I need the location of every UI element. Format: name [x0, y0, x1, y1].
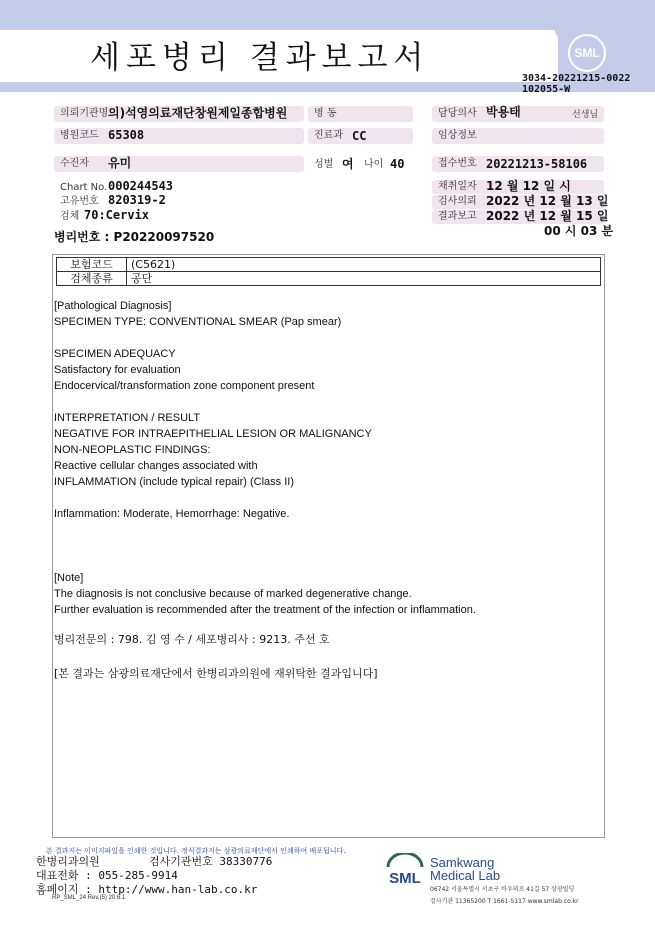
- sex-value: 여: [342, 157, 354, 171]
- doctor-value: 박용태: [486, 105, 521, 119]
- report-line: [54, 538, 602, 554]
- institution-value: 의)석영의료재단창원제일종합병원: [108, 106, 288, 120]
- report-line: Inflammation: Moderate, Hemorrhage: Negative.: [54, 508, 290, 520]
- report-line: SPECIMEN ADEQUACY: [54, 348, 176, 360]
- report-line: NON-NEOPLASTIC FINDINGS:: [54, 444, 211, 456]
- signature-line: 병리전문의 : 798. 김 영 수 / 세포병리사 : 9213. 주선 호: [54, 633, 330, 646]
- hospital-code-label: 병원코드: [54, 128, 304, 144]
- receipt-no-value: 20221213-58106: [486, 157, 588, 171]
- dept-label: 진료과: [308, 128, 413, 144]
- report-title: 세포병리 결과보고서: [90, 40, 430, 76]
- result-date-label: 결과보고: [432, 210, 604, 224]
- report-line: SPECIMEN TYPE: CONVENTIONAL SMEAR (Pap smear): [54, 316, 342, 328]
- pathology-number: 병리번호 : P20220097520: [54, 230, 215, 244]
- sml-logo: SML: [568, 34, 606, 72]
- lab-number: 검사기관번호 38330776: [149, 855, 273, 868]
- chart-no-value: 000244543: [108, 179, 174, 193]
- table-row: [57, 258, 601, 272]
- patient-value: 유미: [108, 156, 132, 170]
- disclaimer-line: [본 결과는 삼광의료재단에서 한병리과의원에 재위탁한 결과입니다]: [54, 667, 378, 680]
- specimen-type-label: 검체종류: [57, 272, 127, 286]
- chart-no-label: Chart No.: [60, 182, 108, 193]
- brand-name: Samkwang Medical Lab: [430, 855, 501, 883]
- age-label: 나이: [364, 159, 384, 170]
- specimen-label: 검체: [60, 211, 80, 222]
- sex-label: 성별: [314, 159, 334, 170]
- report-line: Satisfactory for evaluation: [54, 364, 181, 376]
- report-line: Endocervical/transformation zone component present: [54, 380, 315, 392]
- table-row: [57, 272, 601, 286]
- doctor-label: 담당의사: [432, 106, 604, 122]
- specimen-value: 70:Cervix: [84, 208, 150, 222]
- clinical-info-label: 임상정보: [432, 128, 604, 144]
- unique-id-label: 고유번호: [60, 196, 99, 207]
- homepage-link[interactable]: 홈페이지 : http://www.han-lab.co.kr: [36, 883, 258, 896]
- age-value: 40: [390, 157, 405, 171]
- report-line: [54, 522, 602, 538]
- report-line: Reactive cellular changes associated with: [54, 460, 258, 472]
- footer-contact: [36, 855, 272, 897]
- insurance-code-label: 보험코드: [57, 258, 127, 272]
- footer-address: 06742 서울특별시 서초구 바우뫼로 41길 57 삼광빌딩 검사기관 11365200 T 1661-5117 www.smlab.co.kr: [430, 886, 579, 905]
- report-line: Further evaluation is recommended after the treatment of the infection or inflammation.: [54, 604, 476, 616]
- insurance-code-value: (C5621): [127, 258, 601, 272]
- document-number: 3034-20221215-0022 102055-W: [522, 73, 631, 95]
- report-line: The diagnosis is not conclusive because of marked degenerative change.: [54, 588, 412, 600]
- patient-label: 수진자: [54, 156, 304, 172]
- result-time-value: 00 시 03 분: [544, 224, 614, 238]
- report-line: [Pathological Diagnosis]: [54, 300, 172, 312]
- result-date-value: 2022 년 12 월 15 일: [486, 209, 609, 223]
- report-line: INTERPRETATION / RESULT: [54, 412, 201, 424]
- code-table: [56, 257, 601, 286]
- footer-notice: 본 결과지는 이미지파일을 인쇄한 것입니다. 정식결과지는 삼광의료재단에서 인쇄하여 배포됩니다.: [46, 847, 346, 855]
- institution-label: 의뢰기관명: [54, 106, 304, 122]
- report-line: [Note]: [54, 572, 84, 584]
- clinic-name: 한병리과의원: [36, 855, 100, 868]
- report-line: INFLAMMATION (include typical repair) (Class II): [54, 476, 295, 488]
- request-date-label: 검사의뢰: [432, 195, 604, 209]
- report-line: NEGATIVE FOR INTRAEPITHELIAL LESION OR MALIGNANCY: [54, 428, 372, 440]
- phone-number: 대표전화 : 055-285-9914: [36, 869, 178, 882]
- report-line: [54, 554, 602, 570]
- receipt-no-label: 접수번호: [432, 156, 604, 172]
- sml-footer-logo-icon: [384, 853, 426, 893]
- svg-text:SML: SML: [389, 870, 421, 887]
- request-date-value: 2022 년 12 월 13 일: [486, 194, 609, 208]
- report-body: [54, 298, 602, 684]
- ward-label: 병 동: [308, 106, 413, 122]
- dept-value: CC: [352, 129, 367, 143]
- unique-id-value: 820319-2: [108, 193, 166, 207]
- specimen-type-value: 공단: [127, 272, 601, 286]
- doctor-suffix: 선생님: [572, 110, 599, 120]
- hospital-code-value: 65308: [108, 128, 145, 142]
- report-line: [54, 394, 602, 410]
- report-line: [54, 330, 602, 346]
- form-code: RP_SML_24 Rev.(5) 20.6.1: [52, 895, 126, 901]
- collect-date-value: 12 월 12 일 시: [486, 179, 571, 193]
- collect-date-label: 채취일자: [432, 180, 604, 194]
- report-line: [54, 490, 602, 506]
